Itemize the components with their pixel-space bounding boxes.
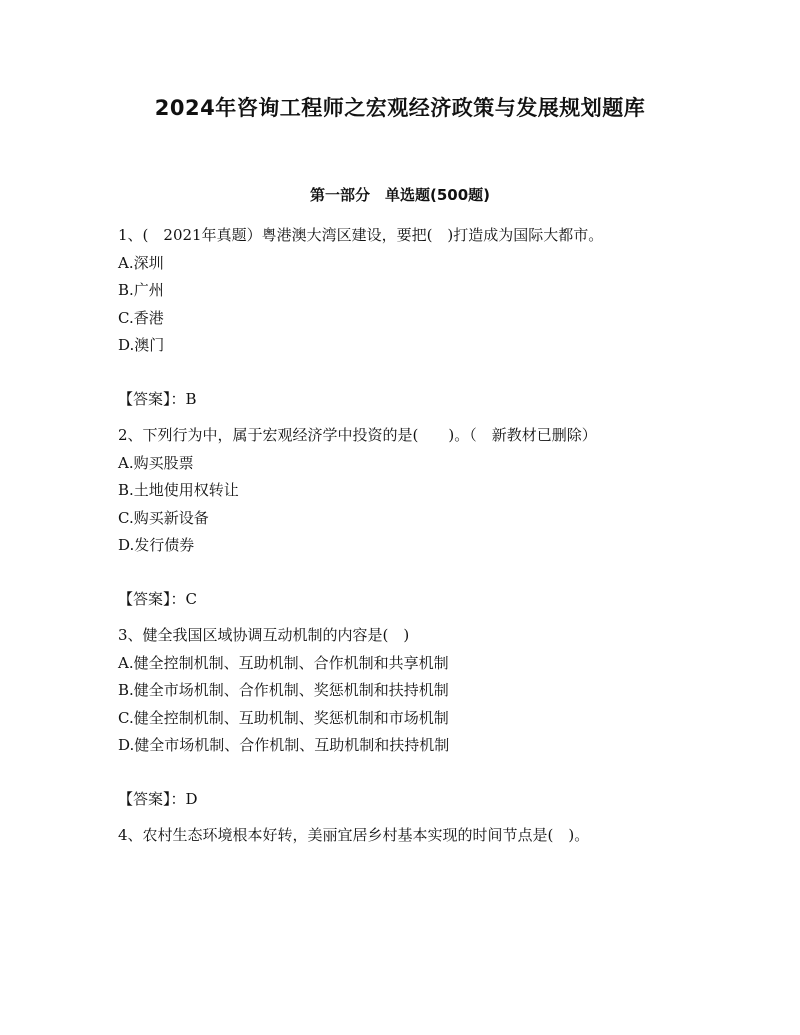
answer-line: [118, 386, 684, 414]
option-b: B.土地使用权转让: [118, 481, 239, 499]
answer-value: D: [185, 789, 198, 808]
option-a: A.健全控制机制、互助机制、合作机制和共享机制: [118, 653, 449, 672]
question-text: 1、( 2021年真题）粤港澳大湾区建设，要把( )打造成为国际大都市。: [118, 226, 604, 244]
question-text: 4、农村生态环境根本好转，美丽宜居乡村基本实现的时间节点是( )。: [118, 826, 590, 844]
question-3: [118, 622, 684, 813]
option-b: B.健全市场机制、合作机制、奖惩机制和扶持机制: [118, 681, 449, 699]
question-4: [118, 822, 684, 850]
option-d: D.澳门: [118, 336, 165, 354]
option-a: A.深圳: [118, 253, 164, 272]
section-heading: 第一部分 单选题(500题): [309, 186, 491, 204]
option-c: C.购买新设备: [118, 508, 209, 527]
option-b: B.广州: [118, 281, 164, 299]
answer-label: 【答案】：: [118, 589, 186, 608]
answer-line: [118, 786, 684, 814]
question-2: [118, 422, 684, 613]
option-d: D.发行债券: [118, 536, 195, 554]
question-text: 2、下列行为中，属于宏观经济学中投资的是( )。（ 新教材已删除）: [118, 426, 597, 444]
answer-label: 【答案】：: [118, 789, 186, 808]
option-c: C.香港: [118, 308, 164, 327]
option-d: D.健全市场机制、合作机制、互助机制和扶持机制: [118, 736, 450, 754]
document-title: 2024年咨询工程师之宏观经济政策与发展规划题库: [154, 96, 646, 120]
answer-label: 【答案】：: [118, 389, 186, 408]
question-text: 3、健全我国区域协调互动机制的内容是( ): [118, 626, 410, 644]
question-list: [118, 222, 684, 850]
answer-value: C: [185, 589, 197, 608]
question-1: [118, 222, 684, 413]
answer-line: [118, 586, 684, 614]
option-c: C.健全控制机制、互助机制、奖惩机制和市场机制: [118, 708, 449, 727]
option-a: A.购买股票: [118, 453, 194, 472]
answer-value: B: [185, 389, 197, 408]
